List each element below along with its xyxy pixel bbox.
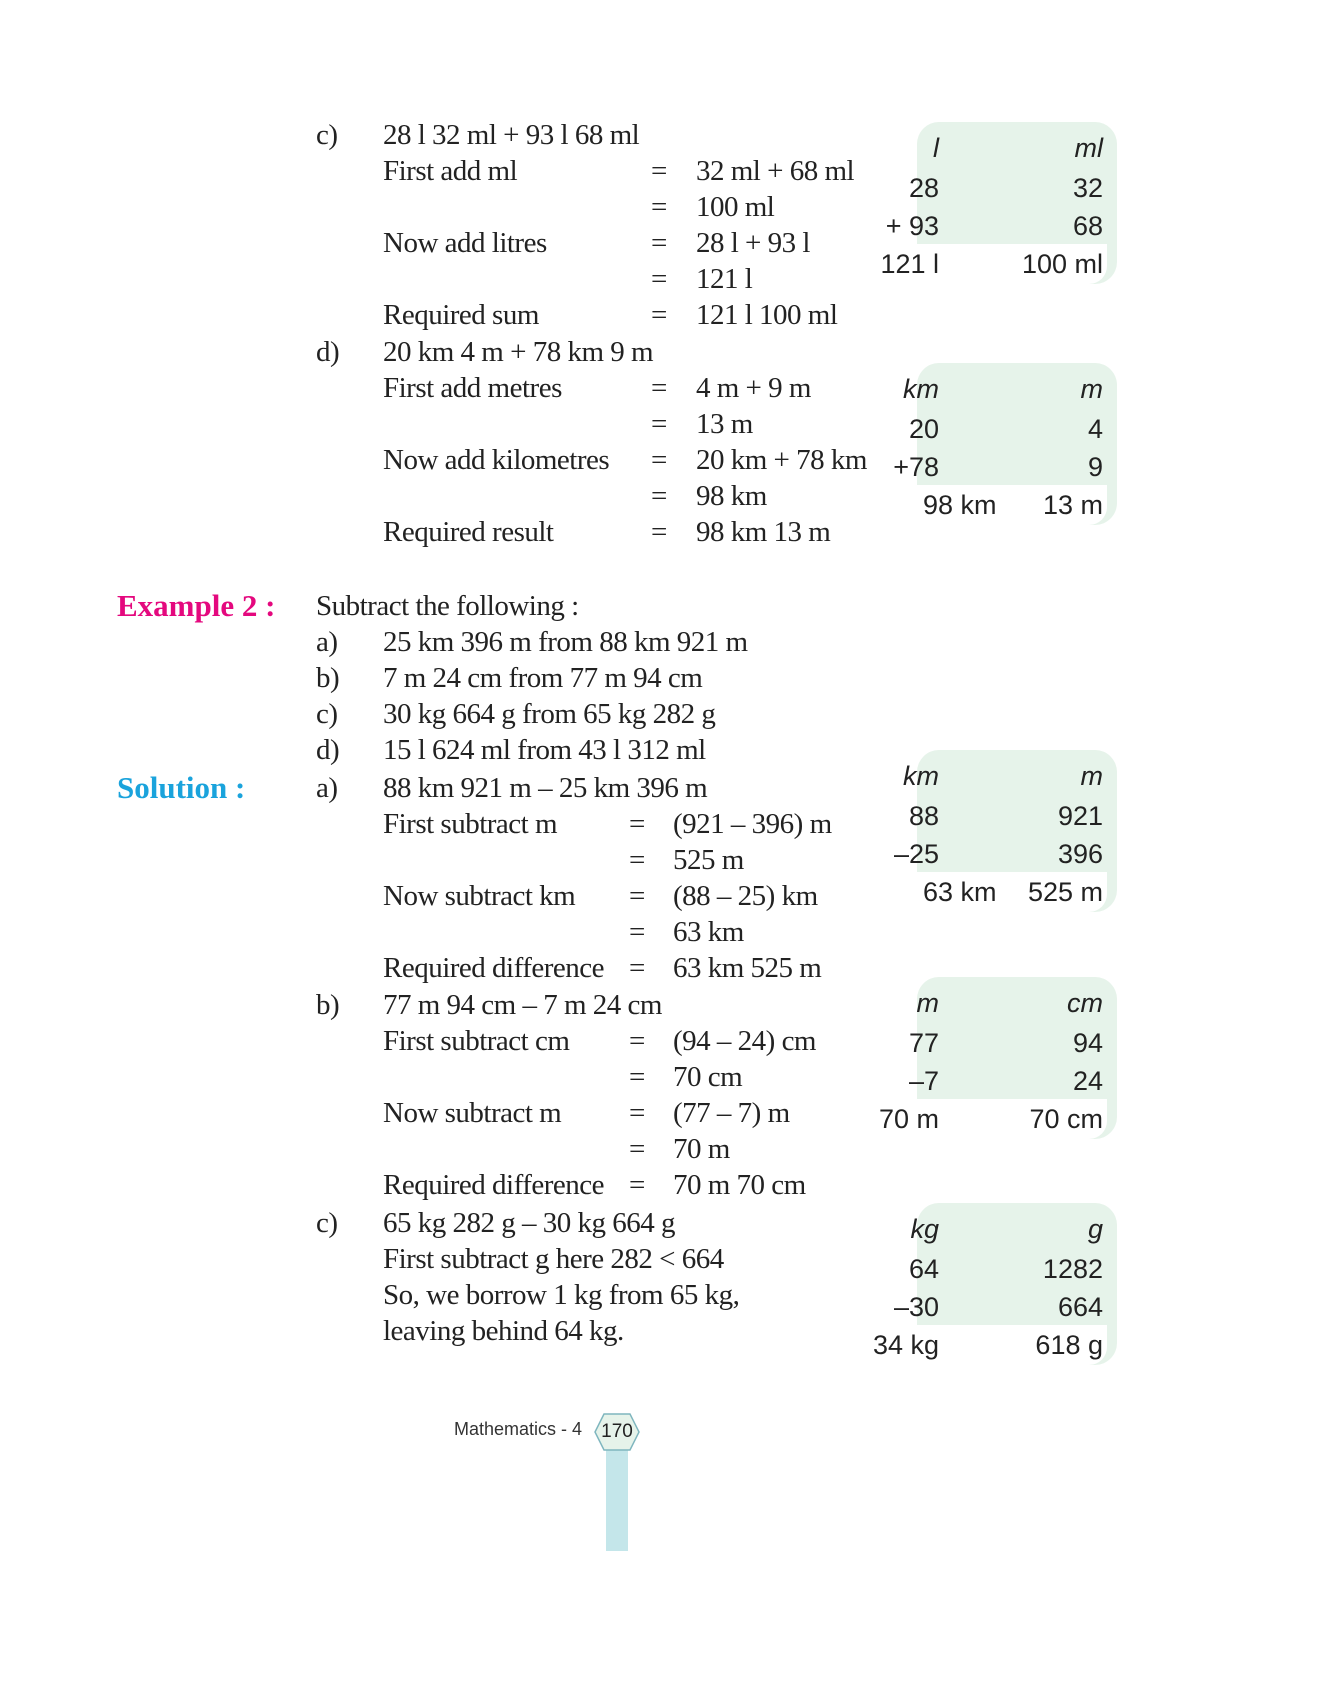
part-c-column-table: [880, 122, 1117, 284]
table-header: m: [916, 988, 939, 1018]
part-d-step-value: 13 m: [696, 408, 753, 440]
table-header: g: [1087, 1214, 1103, 1244]
equals-sign: =: [629, 1097, 646, 1129]
example-item-marker: c): [316, 698, 338, 730]
part-d-step-value: 4 m + 9 m: [696, 372, 811, 404]
equals-sign: =: [651, 263, 668, 295]
solution-c-line: First subtract g here 282 < 664: [383, 1243, 724, 1275]
solution-b-marker: b): [316, 989, 340, 1021]
equals-sign: =: [651, 444, 668, 476]
example-item-marker: d): [316, 734, 340, 766]
table-cell: 64: [908, 1254, 939, 1284]
solution-b-step-label: Now subtract m: [383, 1097, 562, 1129]
table-result: 100 ml: [1021, 249, 1103, 279]
table-cell: 94: [1072, 1028, 1103, 1058]
solution-b-step-label: Required difference: [383, 1169, 605, 1201]
table-cell: –25: [893, 839, 939, 869]
solution-a-step-value: 63 km: [673, 916, 744, 948]
table-result: 70 cm: [1029, 1104, 1103, 1134]
part-d-step-label: Required result: [383, 516, 554, 548]
page-tab-strip: [606, 1450, 628, 1551]
example-intro: Subtract the following :: [316, 590, 579, 622]
part-c-problem: 28 l 32 ml + 93 l 68 ml: [383, 119, 640, 151]
equals-sign: =: [651, 372, 668, 404]
part-c-step-value: 28 l + 93 l: [696, 227, 810, 259]
table-cell: 4: [1087, 414, 1103, 444]
part-d-step-value: 98 km 13 m: [696, 516, 831, 548]
part-c-step-value: 100 ml: [696, 191, 775, 223]
table-cell: –30: [893, 1292, 939, 1322]
solution-a-step-label: First subtract m: [383, 808, 558, 840]
part-d-step-value: 98 km: [696, 480, 767, 512]
table-header: m: [1080, 374, 1103, 404]
table-cell: 664: [1057, 1292, 1103, 1322]
part-d-marker: d): [316, 336, 340, 368]
part-c-step-label: First add ml: [383, 155, 518, 187]
part-d-column-table: [893, 363, 1117, 525]
solution-c-column-table: [872, 1203, 1117, 1365]
equals-sign: =: [651, 299, 668, 331]
equals-sign: =: [629, 844, 646, 876]
solution-a-column-table: [893, 750, 1117, 912]
solution-a-step-label: Now subtract km: [383, 880, 576, 912]
page-number-badge: [594, 1412, 640, 1452]
page-number: 170: [601, 1421, 633, 1442]
equals-sign: =: [629, 880, 646, 912]
table-result: 34 kg: [872, 1330, 939, 1360]
part-c-step-value: 32 ml + 68 ml: [696, 155, 855, 187]
table-cell: 24: [1072, 1066, 1103, 1096]
table-cell: 32: [1072, 173, 1103, 203]
table-result: 618 g: [1035, 1330, 1103, 1360]
table-header: m: [1080, 761, 1103, 791]
equals-sign: =: [629, 1061, 646, 1093]
table-result: 70 m: [878, 1104, 939, 1134]
footer-book-title: Mathematics - 4: [454, 1419, 583, 1439]
part-c-step-label: Required sum: [383, 299, 539, 331]
part-d-problem: 20 km 4 m + 78 km 9 m: [383, 336, 654, 368]
equals-sign: =: [629, 916, 646, 948]
equals-sign: =: [629, 1169, 646, 1201]
equals-sign: =: [629, 808, 646, 840]
table-cell: –7: [908, 1066, 939, 1096]
part-d-step-label: First add metres: [383, 372, 562, 404]
solution-label: Solution :: [117, 770, 246, 805]
table-cell: 68: [1072, 211, 1103, 241]
example-item-text: 30 kg 664 g from 65 kg 282 g: [383, 698, 716, 730]
solution-a-marker: a): [316, 772, 338, 804]
table-cell: 396: [1057, 839, 1103, 869]
part-d-step-value: 20 km + 78 km: [696, 444, 867, 476]
solution-b-step-value: 70 cm: [673, 1061, 743, 1093]
solution-c-problem: 65 kg 282 g – 30 kg 664 g: [383, 1207, 675, 1239]
table-cell: 9: [1087, 452, 1103, 482]
table-cell: 20: [908, 414, 939, 444]
table-header: km: [903, 374, 939, 404]
solution-b-column-table: [878, 977, 1117, 1139]
solution-c-marker: c): [316, 1207, 338, 1239]
solution-a-problem: 88 km 921 m – 25 km 396 m: [383, 772, 708, 804]
equals-sign: =: [651, 408, 668, 440]
example-item-marker: b): [316, 662, 340, 694]
table-result: 13 m: [1042, 490, 1103, 520]
table-result: 121 l: [880, 249, 939, 279]
solution-b-step-value: 70 m 70 cm: [673, 1169, 806, 1201]
table-cell: 1282: [1042, 1254, 1103, 1284]
table-cell: 921: [1057, 801, 1103, 831]
solution-b-step-value: (77 – 7) m: [673, 1097, 790, 1129]
table-cell: 28: [908, 173, 939, 203]
part-c-step-value: 121 l 100 ml: [696, 299, 838, 331]
table-header: l: [933, 133, 939, 163]
table-result: 525 m: [1027, 877, 1103, 907]
solution-a-step-value: (921 – 396) m: [673, 808, 832, 840]
table-header: ml: [1074, 133, 1103, 163]
equals-sign: =: [629, 1025, 646, 1057]
solution-c-line: leaving behind 64 kg.: [383, 1315, 624, 1347]
equals-sign: =: [629, 1133, 646, 1165]
part-c-step-label: Now add litres: [383, 227, 547, 259]
equals-sign: =: [651, 155, 668, 187]
table-header: kg: [910, 1214, 939, 1244]
solution-a-step-value: (88 – 25) km: [673, 880, 818, 912]
example-item-text: 7 m 24 cm from 77 m 94 cm: [383, 662, 703, 694]
table-header: cm: [1067, 988, 1103, 1018]
table-result: 98 km: [923, 490, 997, 520]
equals-sign: =: [651, 480, 668, 512]
part-c-marker: c): [316, 119, 338, 151]
table-cell: 77: [908, 1028, 939, 1058]
example-label: Example 2 :: [117, 588, 276, 623]
solution-b-step-value: 70 m: [673, 1133, 730, 1165]
example-item-marker: a): [316, 626, 338, 658]
table-header: km: [903, 761, 939, 791]
solution-a-step-value: 525 m: [673, 844, 744, 876]
solution-b-step-value: (94 – 24) cm: [673, 1025, 816, 1057]
solution-a-step-value: 63 km 525 m: [673, 952, 822, 984]
solution-b-problem: 77 m 94 cm – 7 m 24 cm: [383, 989, 662, 1021]
table-cell: + 93: [885, 211, 939, 241]
example-item-text: 15 l 624 ml from 43 l 312 ml: [383, 734, 706, 766]
equals-sign: =: [629, 952, 646, 984]
example-item-text: 25 km 396 m from 88 km 921 m: [383, 626, 748, 658]
table-cell: 88: [908, 801, 939, 831]
equals-sign: =: [651, 227, 668, 259]
part-c-step-value: 121 l: [696, 263, 753, 295]
solution-c-line: So, we borrow 1 kg from 65 kg,: [383, 1279, 740, 1311]
table-cell: +78: [893, 452, 939, 482]
solution-a-step-label: Required difference: [383, 952, 605, 984]
table-result: 63 km: [923, 877, 997, 907]
part-d-step-label: Now add kilometres: [383, 444, 610, 476]
equals-sign: =: [651, 191, 668, 223]
equals-sign: =: [651, 516, 668, 548]
solution-b-step-label: First subtract cm: [383, 1025, 570, 1057]
